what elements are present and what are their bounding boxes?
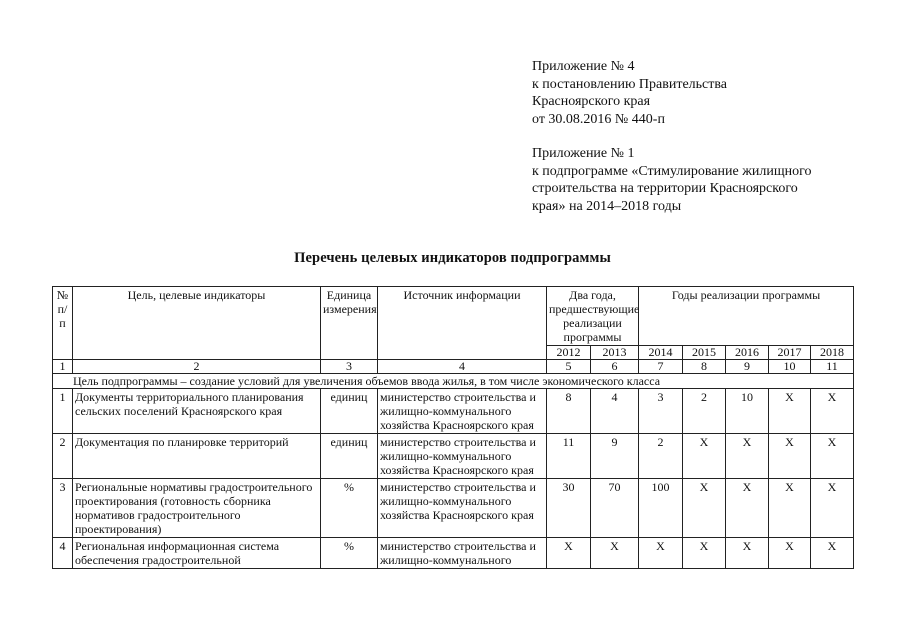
row-source: министерство строительства и жилищно-коммунального хозяйства Красноярского края xyxy=(378,434,547,479)
header-num: № п/п xyxy=(53,287,73,360)
row-value: X xyxy=(726,538,769,569)
row-num: 4 xyxy=(53,538,73,569)
row-value: X xyxy=(811,538,854,569)
row-value: 70 xyxy=(591,479,639,538)
row-value: X xyxy=(811,479,854,538)
table-row xyxy=(53,434,854,479)
header-row xyxy=(53,287,854,346)
goal-text: Цель подпрограммы – создание условий для увеличения объемов ввода жилья, в том числе экономического класса xyxy=(53,374,854,389)
row-source: министерство строительства и жилищно-коммунального xyxy=(378,538,547,569)
row-value: X xyxy=(769,389,811,434)
row-value: X xyxy=(769,434,811,479)
row-value: X xyxy=(683,538,726,569)
row-value: X xyxy=(769,479,811,538)
row-unit: % xyxy=(321,538,378,569)
row-value: X xyxy=(683,479,726,538)
year-cell: 2014 xyxy=(639,346,683,360)
year-cell: 2018 xyxy=(811,346,854,360)
year-cell: 2017 xyxy=(769,346,811,360)
row-indicator: Документы территориального планирования сельских поселений Красноярского края xyxy=(73,389,321,434)
row-value: X xyxy=(726,434,769,479)
row-indicator: Региональная информационная система обеспечения градостроительной xyxy=(73,538,321,569)
table-row xyxy=(53,538,854,569)
col-number: 11 xyxy=(811,360,854,374)
appendix4-line: Приложение № 4 xyxy=(532,59,635,74)
appendix1-line: к подпрограмме «Стимулирование жилищного xyxy=(532,163,812,179)
column-numbers-row xyxy=(53,360,854,374)
row-indicator: Региональные нормативы градостроительного проектирования (готовность сборника нормативов градостроительного проектирования) xyxy=(73,479,321,538)
header-impl-years: Годы реализации программы xyxy=(639,287,854,346)
col-number: 7 xyxy=(639,360,683,374)
row-value: X xyxy=(639,538,683,569)
row-value: 4 xyxy=(591,389,639,434)
col-number: 9 xyxy=(726,360,769,374)
row-num: 1 xyxy=(53,389,73,434)
header-goal: Цель, целевые индикаторы xyxy=(73,287,321,360)
row-value: 10 xyxy=(726,389,769,434)
col-number: 6 xyxy=(591,360,639,374)
row-value: 30 xyxy=(547,479,591,538)
header-prev-years: Два года, предшествующие реализации программы xyxy=(547,287,639,346)
row-value: 11 xyxy=(547,434,591,479)
row-num: 2 xyxy=(53,434,73,479)
col-number: 5 xyxy=(547,360,591,374)
table-row xyxy=(53,389,854,434)
table-row xyxy=(53,479,854,538)
row-unit: единиц xyxy=(321,434,378,479)
col-number: 3 xyxy=(321,360,378,374)
year-cell: 2016 xyxy=(726,346,769,360)
header-unit: Единица измерения xyxy=(321,287,378,360)
year-cell: 2015 xyxy=(683,346,726,360)
row-value: 9 xyxy=(591,434,639,479)
col-number: 2 xyxy=(73,360,321,374)
header-source: Источник информации xyxy=(378,287,547,360)
row-source: министерство строительства и жилищно-коммунального хозяйства Красноярского края xyxy=(378,389,547,434)
document-title: Перечень целевых индикаторов подпрограммы xyxy=(294,250,611,266)
appendix1-line: Приложение № 1 xyxy=(532,146,635,161)
row-value: X xyxy=(591,538,639,569)
row-value: 2 xyxy=(683,389,726,434)
row-unit: единиц xyxy=(321,389,378,434)
col-number: 8 xyxy=(683,360,726,374)
row-value: 100 xyxy=(639,479,683,538)
row-value: X xyxy=(683,434,726,479)
appendix1-line: края» на 2014–2018 годы xyxy=(532,198,682,214)
appendix4-line: от 30.08.2016 № 440-п xyxy=(532,111,665,127)
row-value: X xyxy=(811,389,854,434)
row-indicator: Документация по планировке территорий xyxy=(73,434,321,479)
row-value: X xyxy=(547,538,591,569)
row-value: X xyxy=(811,434,854,479)
year-cell: 2013 xyxy=(591,346,639,360)
row-value: 3 xyxy=(639,389,683,434)
document-header xyxy=(532,58,812,215)
col-number: 1 xyxy=(53,360,73,374)
appendix1-line: строительства на территории Красноярского xyxy=(532,181,798,196)
col-number: 4 xyxy=(378,360,547,374)
row-value: 8 xyxy=(547,389,591,434)
row-value: 2 xyxy=(639,434,683,479)
row-num: 3 xyxy=(53,479,73,538)
indicators-table xyxy=(52,286,854,569)
row-unit: % xyxy=(321,479,378,538)
goal-row xyxy=(53,374,854,389)
row-value: X xyxy=(769,538,811,569)
col-number: 10 xyxy=(769,360,811,374)
appendix4-line: к постановлению Правительства xyxy=(532,76,728,92)
appendix4-line: Красноярского края xyxy=(532,94,651,109)
row-source: министерство строительства и жилищно-коммунального хозяйства Красноярского края xyxy=(378,479,547,538)
row-value: X xyxy=(726,479,769,538)
year-cell: 2012 xyxy=(547,346,591,360)
